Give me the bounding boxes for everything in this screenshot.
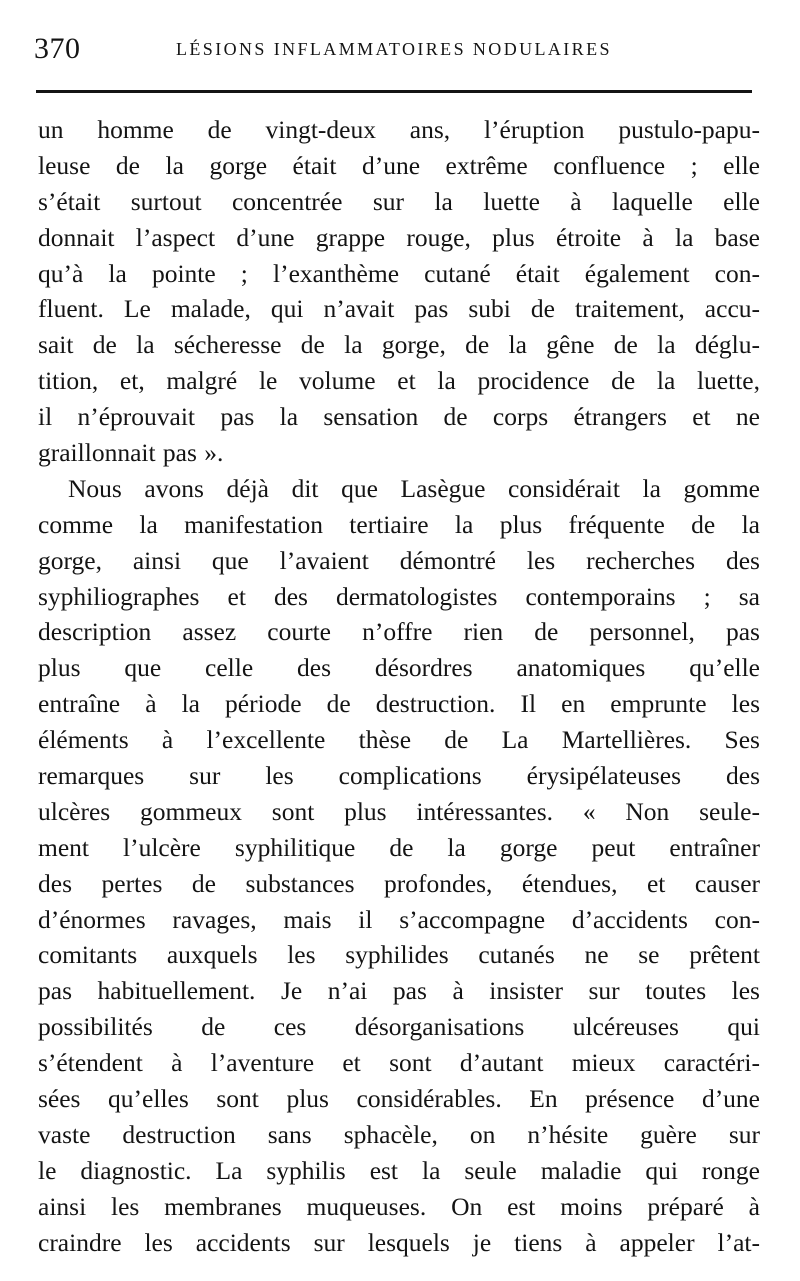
text-line: le diagnostic. La syphilis est la seule maladie qui ronge (38, 1155, 760, 1185)
text-line: gorge, ainsi que l’avaient démontré les recherches des (38, 545, 760, 575)
text-line: description assez courte n’offre rien de personnel, pas (38, 617, 760, 647)
text-line: comme la manifestation tertiaire la plus fréquente de la (38, 509, 760, 539)
text-line: leuse de la gorge était d’une extrême confluence ; elle (38, 150, 760, 180)
text-line: entraîne à la période de destruction. Il en emprunte les (38, 689, 760, 719)
text-line: ulcères gommeux sont plus intéressantes. « Non seule- (38, 796, 760, 826)
text-line: remarques sur les complications érysipélateuses des (38, 761, 760, 791)
paragraph-1 (38, 112, 760, 471)
text-line: fluent. Le malade, qui n’avait pas subi de traitement, accu- (38, 294, 760, 324)
text-line: d’énormes ravages, mais il s’accompagne d’accidents con- (38, 904, 760, 934)
text-line: ment l’ulcère syphilitique de la gorge peut entraîner (38, 832, 760, 862)
text-line: ainsi les membranes muqueuses. On est moins préparé à (38, 1191, 760, 1221)
text-line: plus que celle des désordres anatomiques qu’elle (38, 653, 760, 683)
text-line: pas habituellement. Je n’ai pas à insister sur toutes les (38, 976, 760, 1006)
text-line: éléments à l’excellente thèse de La Martellières. Ses (38, 725, 760, 755)
text-line: sait de la sécheresse de la gorge, de la gêne de la déglu- (38, 330, 760, 360)
page-number: 370 (34, 32, 81, 65)
text-line: donnait l’aspect d’une grappe rouge, plus étroite à la base (38, 222, 760, 252)
header-rule (36, 90, 752, 93)
body-text (38, 112, 760, 1261)
text-line: un homme de vingt-deux ans, l’éruption pustulo-papu- (38, 115, 760, 144)
text-line: s’étendent à l’aventure et sont d’autant mieux caractéri- (38, 1048, 760, 1078)
text-line: vaste destruction sans sphacèle, on n’hésite guère sur (38, 1119, 760, 1149)
text-line: tition, et, malgré le volume et la procidence de la luette, (38, 366, 760, 396)
text-line: sées qu’elles sont plus considérables. En présence d’une (38, 1084, 760, 1114)
text-line: possibilités de ces désorganisations ulcéreuses qui (38, 1012, 760, 1042)
running-head: LÉSIONS INFLAMMATOIRES NODULAIRES (176, 39, 612, 59)
text-line: des pertes de substances profondes, étendues, et causer (38, 868, 760, 898)
text-line: qu’à la pointe ; l’exanthème cutané était également con- (38, 258, 760, 288)
text-line: syphiliographes et des dermatologistes contemporains ; sa (38, 581, 760, 611)
text-line: s’était surtout concentrée sur la luette à laquelle elle (38, 186, 760, 216)
paragraph-2 (38, 471, 760, 1261)
text-line: il n’éprouvait pas la sensation de corps étrangers et ne (38, 402, 760, 432)
text-line: graillonnait pas ». (38, 438, 224, 468)
text-line: comitants auxquels les syphilides cutanés ne se prêtent (38, 940, 760, 970)
text-line: craindre les accidents sur lesquels je tiens à appeler l’at- (38, 1227, 760, 1257)
text-line: Nous avons déjà dit que Lasègue considérait la gomme (68, 473, 760, 503)
